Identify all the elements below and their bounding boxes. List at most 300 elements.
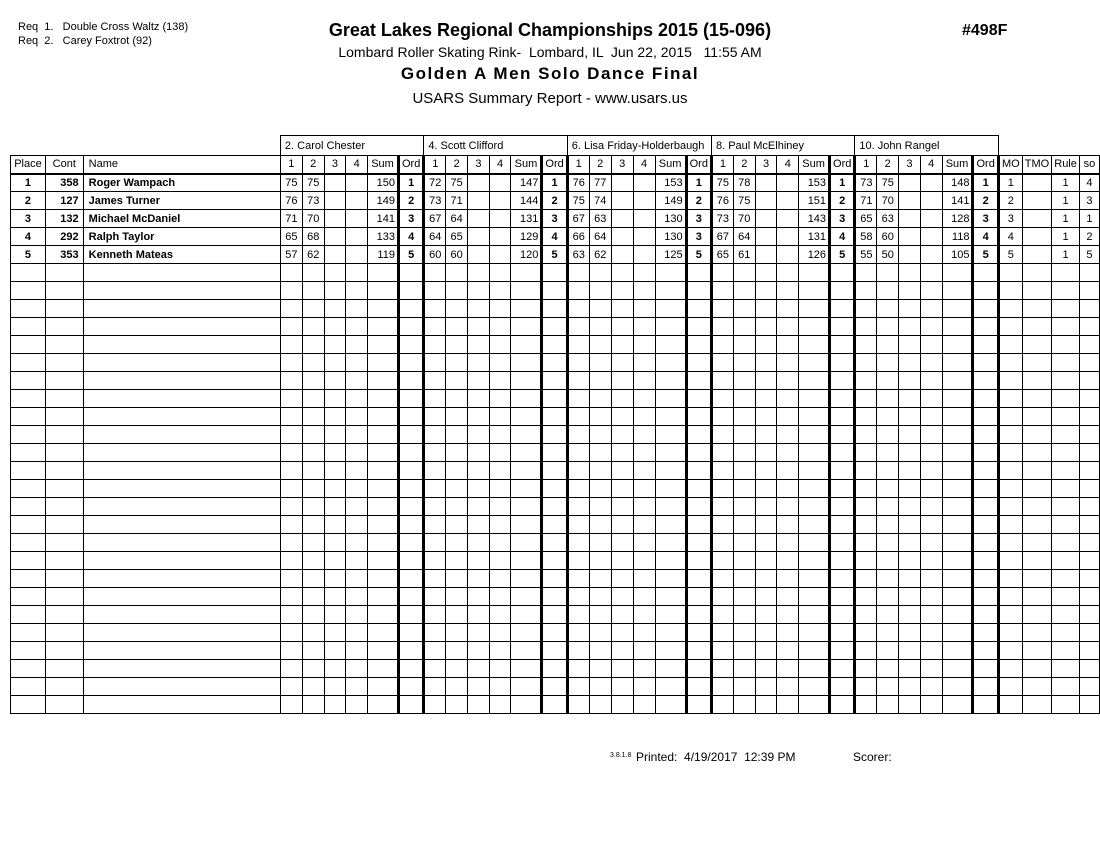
empty-score-cell xyxy=(468,282,490,300)
empty-score-cell xyxy=(711,282,733,300)
empty-score-cell xyxy=(446,264,468,282)
judge1-score1-cell: 75 xyxy=(280,174,302,192)
empty-score-cell xyxy=(973,282,998,300)
report-type-line: USARS Summary Report - www.usars.us xyxy=(412,90,688,107)
empty-score-cell xyxy=(446,336,468,354)
empty-score-cell xyxy=(542,660,567,678)
empty-score-cell xyxy=(511,678,542,696)
empty-right-cell xyxy=(998,264,1022,282)
empty-score-cell xyxy=(920,498,942,516)
empty-score-cell xyxy=(777,480,799,498)
report-number: #498F xyxy=(962,22,1008,39)
empty-score-cell xyxy=(755,354,777,372)
empty-score-cell xyxy=(398,606,423,624)
empty-row xyxy=(11,516,1100,534)
judge5-score3-cell xyxy=(899,192,921,210)
empty-place-cell xyxy=(11,696,46,714)
empty-score-cell xyxy=(424,318,446,336)
empty-score-cell xyxy=(920,588,942,606)
empty-right-cell xyxy=(998,642,1022,660)
empty-score-cell xyxy=(799,462,830,480)
empty-score-cell xyxy=(655,372,686,390)
empty-score-cell xyxy=(398,426,423,444)
empty-score-cell xyxy=(468,408,490,426)
empty-score-cell xyxy=(446,390,468,408)
table-row-skater-2 xyxy=(11,192,1100,210)
empty-score-cell xyxy=(755,552,777,570)
empty-score-cell xyxy=(511,264,542,282)
empty-score-cell xyxy=(755,678,777,696)
empty-score-cell xyxy=(368,300,399,318)
empty-score-cell xyxy=(424,552,446,570)
empty-score-cell xyxy=(686,624,711,642)
empty-row xyxy=(11,588,1100,606)
empty-score-cell xyxy=(942,678,973,696)
empty-score-cell xyxy=(446,696,468,714)
empty-right-cell xyxy=(1022,426,1051,444)
printed-value: 4/19/2017 12:39 PM xyxy=(684,750,796,764)
empty-score-cell xyxy=(398,570,423,588)
empty-row xyxy=(11,336,1100,354)
empty-score-cell xyxy=(489,426,511,444)
empty-score-cell xyxy=(368,336,399,354)
empty-name-cell xyxy=(83,336,280,354)
empty-right-cell xyxy=(1052,300,1080,318)
judge1-score4-cell xyxy=(346,228,368,246)
empty-cont-cell xyxy=(45,336,83,354)
judge-name-4: 8. Paul McElhiney xyxy=(711,136,854,156)
empty-score-cell xyxy=(302,408,324,426)
empty-score-cell xyxy=(324,462,346,480)
empty-score-cell xyxy=(686,372,711,390)
judge3-ordinal-cell: 5 xyxy=(686,246,711,264)
empty-score-cell xyxy=(302,354,324,372)
empty-score-cell xyxy=(877,660,899,678)
empty-score-cell xyxy=(973,336,998,354)
judge1-score1-cell: 71 xyxy=(280,210,302,228)
rule-cell: 1 xyxy=(1052,174,1080,192)
empty-score-cell xyxy=(589,318,611,336)
empty-score-cell xyxy=(830,570,855,588)
empty-score-cell xyxy=(755,372,777,390)
judge3-ordinal-cell: 2 xyxy=(686,192,711,210)
empty-score-cell xyxy=(920,300,942,318)
empty-score-cell xyxy=(368,480,399,498)
empty-score-cell xyxy=(777,426,799,444)
judge-name-1: 2. Carol Chester xyxy=(280,136,423,156)
empty-score-cell xyxy=(942,372,973,390)
judge2-score2-cell: 64 xyxy=(446,210,468,228)
empty-score-cell xyxy=(567,372,589,390)
empty-score-cell xyxy=(346,282,368,300)
empty-score-cell xyxy=(280,480,302,498)
judge5-ordinal-cell: 1 xyxy=(973,174,998,192)
judge5-sum-cell: 148 xyxy=(942,174,973,192)
judge4-ordinal-cell: 1 xyxy=(830,174,855,192)
header-judge2-1: 1 xyxy=(424,156,446,174)
empty-score-cell xyxy=(855,498,877,516)
empty-score-cell xyxy=(489,678,511,696)
empty-right-cell xyxy=(998,282,1022,300)
empty-score-cell xyxy=(942,264,973,282)
table-row-skater-5 xyxy=(11,246,1100,264)
empty-score-cell xyxy=(830,516,855,534)
empty-score-cell xyxy=(655,516,686,534)
empty-score-cell xyxy=(855,444,877,462)
empty-right-cell xyxy=(1079,354,1099,372)
header-judge4-4: 4 xyxy=(777,156,799,174)
empty-score-cell xyxy=(633,570,655,588)
empty-score-cell xyxy=(830,606,855,624)
empty-name-cell xyxy=(83,696,280,714)
empty-score-cell xyxy=(711,444,733,462)
empty-score-cell xyxy=(280,300,302,318)
empty-right-cell xyxy=(1079,642,1099,660)
empty-score-cell xyxy=(489,300,511,318)
rule-cell: 1 xyxy=(1052,246,1080,264)
judge1-score1-cell: 65 xyxy=(280,228,302,246)
empty-score-cell xyxy=(468,426,490,444)
empty-score-cell xyxy=(920,642,942,660)
judge4-sum-cell: 143 xyxy=(799,210,830,228)
empty-right-cell xyxy=(998,624,1022,642)
judge2-score2-cell: 75 xyxy=(446,174,468,192)
judge4-score4-cell xyxy=(777,228,799,246)
empty-score-cell xyxy=(398,390,423,408)
empty-score-cell xyxy=(733,462,755,480)
empty-row xyxy=(11,624,1100,642)
empty-score-cell xyxy=(855,282,877,300)
tmo-cell xyxy=(1022,228,1051,246)
empty-score-cell xyxy=(346,678,368,696)
rule-cell: 1 xyxy=(1052,210,1080,228)
empty-score-cell xyxy=(511,318,542,336)
skater-name-cell: Roger Wampach xyxy=(83,174,280,192)
empty-score-cell xyxy=(733,516,755,534)
empty-score-cell xyxy=(973,354,998,372)
empty-score-cell xyxy=(633,552,655,570)
empty-score-cell xyxy=(655,408,686,426)
empty-score-cell xyxy=(511,372,542,390)
empty-score-cell xyxy=(733,534,755,552)
header-name: Name xyxy=(83,156,280,174)
judge3-score4-cell xyxy=(633,210,655,228)
empty-score-cell xyxy=(877,516,899,534)
empty-score-cell xyxy=(511,300,542,318)
empty-score-cell xyxy=(302,390,324,408)
empty-score-cell xyxy=(446,426,468,444)
empty-score-cell xyxy=(942,318,973,336)
empty-score-cell xyxy=(755,660,777,678)
so-cell: 1 xyxy=(1079,210,1099,228)
judge4-sum-cell: 153 xyxy=(799,174,830,192)
header-judge5-4: 4 xyxy=(920,156,942,174)
judge2-ordinal-cell: 5 xyxy=(542,246,567,264)
judge3-sum-cell: 130 xyxy=(655,210,686,228)
empty-score-cell xyxy=(567,570,589,588)
judge3-score2-cell: 77 xyxy=(589,174,611,192)
empty-score-cell xyxy=(398,462,423,480)
empty-row xyxy=(11,444,1100,462)
empty-score-cell xyxy=(424,660,446,678)
header-judge2-ord: Ord xyxy=(542,156,567,174)
empty-score-cell xyxy=(489,498,511,516)
judge5-score1-cell: 58 xyxy=(855,228,877,246)
empty-score-cell xyxy=(611,282,633,300)
header-judge1-sum: Sum xyxy=(368,156,399,174)
empty-name-cell xyxy=(83,354,280,372)
empty-row xyxy=(11,498,1100,516)
empty-score-cell xyxy=(777,444,799,462)
empty-score-cell xyxy=(830,426,855,444)
empty-score-cell xyxy=(830,408,855,426)
empty-score-cell xyxy=(973,444,998,462)
empty-name-cell xyxy=(83,264,280,282)
empty-score-cell xyxy=(633,678,655,696)
empty-right-cell xyxy=(1079,336,1099,354)
empty-score-cell xyxy=(468,354,490,372)
empty-score-cell xyxy=(899,390,921,408)
empty-score-cell xyxy=(877,588,899,606)
empty-score-cell xyxy=(799,444,830,462)
empty-score-cell xyxy=(398,498,423,516)
empty-score-cell xyxy=(468,606,490,624)
empty-score-cell xyxy=(511,642,542,660)
empty-score-cell xyxy=(489,624,511,642)
empty-score-cell xyxy=(446,462,468,480)
judge4-score1-cell: 75 xyxy=(711,174,733,192)
place-cell: 1 xyxy=(11,174,46,192)
empty-score-cell xyxy=(324,660,346,678)
empty-score-cell xyxy=(899,588,921,606)
empty-name-cell xyxy=(83,606,280,624)
empty-score-cell xyxy=(830,444,855,462)
header-judge5-sum: Sum xyxy=(942,156,973,174)
empty-score-cell xyxy=(468,336,490,354)
judge4-score3-cell xyxy=(755,174,777,192)
empty-score-cell xyxy=(711,426,733,444)
empty-score-cell xyxy=(542,318,567,336)
skater-name-cell: Michael McDaniel xyxy=(83,210,280,228)
empty-score-cell xyxy=(633,606,655,624)
empty-score-cell xyxy=(567,408,589,426)
empty-right-cell xyxy=(1022,606,1051,624)
empty-score-cell xyxy=(942,552,973,570)
empty-score-cell xyxy=(302,570,324,588)
empty-score-cell xyxy=(711,552,733,570)
empty-right-cell xyxy=(1079,516,1099,534)
empty-score-cell xyxy=(733,660,755,678)
empty-score-cell xyxy=(973,264,998,282)
empty-place-cell xyxy=(11,678,46,696)
empty-score-cell xyxy=(424,588,446,606)
judge2-score4-cell xyxy=(489,174,511,192)
empty-name-cell xyxy=(83,372,280,390)
empty-score-cell xyxy=(511,660,542,678)
empty-score-cell xyxy=(589,282,611,300)
empty-score-cell xyxy=(542,390,567,408)
empty-score-cell xyxy=(424,624,446,642)
empty-score-cell xyxy=(830,318,855,336)
empty-right-cell xyxy=(1079,696,1099,714)
empty-score-cell xyxy=(777,498,799,516)
judge5-score3-cell xyxy=(899,210,921,228)
empty-score-cell xyxy=(855,264,877,282)
empty-score-cell xyxy=(589,606,611,624)
empty-score-cell xyxy=(686,570,711,588)
empty-name-cell xyxy=(83,516,280,534)
empty-score-cell xyxy=(468,678,490,696)
judge5-ordinal-cell: 3 xyxy=(973,210,998,228)
empty-score-cell xyxy=(302,642,324,660)
empty-score-cell xyxy=(733,390,755,408)
empty-score-cell xyxy=(830,282,855,300)
empty-score-cell xyxy=(899,624,921,642)
empty-score-cell xyxy=(542,552,567,570)
judge3-score1-cell: 75 xyxy=(567,192,589,210)
header-judge4-1: 1 xyxy=(711,156,733,174)
judge4-sum-cell: 126 xyxy=(799,246,830,264)
empty-score-cell xyxy=(424,408,446,426)
empty-score-cell xyxy=(302,552,324,570)
empty-place-cell xyxy=(11,588,46,606)
judge-name-2: 4. Scott Clifford xyxy=(424,136,567,156)
empty-score-cell xyxy=(633,282,655,300)
empty-score-cell xyxy=(324,516,346,534)
empty-score-cell xyxy=(686,588,711,606)
judge3-score2-cell: 74 xyxy=(589,192,611,210)
judge2-score1-cell: 73 xyxy=(424,192,446,210)
empty-score-cell xyxy=(920,354,942,372)
empty-score-cell xyxy=(468,534,490,552)
empty-right-cell xyxy=(1079,462,1099,480)
empty-right-cell xyxy=(1022,588,1051,606)
empty-score-cell xyxy=(424,642,446,660)
empty-score-cell xyxy=(942,354,973,372)
empty-place-cell xyxy=(11,372,46,390)
empty-score-cell xyxy=(398,372,423,390)
empty-score-cell xyxy=(611,264,633,282)
judge3-ordinal-cell: 3 xyxy=(686,228,711,246)
empty-score-cell xyxy=(942,390,973,408)
empty-place-cell xyxy=(11,426,46,444)
empty-score-cell xyxy=(489,606,511,624)
empty-score-cell xyxy=(655,354,686,372)
empty-right-cell xyxy=(1022,642,1051,660)
empty-row xyxy=(11,480,1100,498)
empty-score-cell xyxy=(920,624,942,642)
judge5-score1-cell: 73 xyxy=(855,174,877,192)
empty-score-cell xyxy=(446,354,468,372)
judge5-ordinal-cell: 4 xyxy=(973,228,998,246)
empty-right-cell xyxy=(1079,408,1099,426)
empty-score-cell xyxy=(799,426,830,444)
judge1-ordinal-cell: 4 xyxy=(398,228,423,246)
empty-cont-cell xyxy=(45,300,83,318)
empty-score-cell xyxy=(302,336,324,354)
empty-score-cell xyxy=(877,480,899,498)
empty-score-cell xyxy=(686,462,711,480)
empty-score-cell xyxy=(877,498,899,516)
empty-cont-cell xyxy=(45,534,83,552)
empty-score-cell xyxy=(368,570,399,588)
empty-score-cell xyxy=(611,570,633,588)
empty-score-cell xyxy=(511,570,542,588)
empty-score-cell xyxy=(542,588,567,606)
empty-score-cell xyxy=(899,696,921,714)
empty-score-cell xyxy=(542,534,567,552)
empty-score-cell xyxy=(777,462,799,480)
rule-cell: 1 xyxy=(1052,192,1080,210)
judge4-score3-cell xyxy=(755,228,777,246)
empty-score-cell xyxy=(973,498,998,516)
judge2-ordinal-cell: 1 xyxy=(542,174,567,192)
empty-score-cell xyxy=(686,534,711,552)
empty-place-cell xyxy=(11,390,46,408)
empty-score-cell xyxy=(655,678,686,696)
empty-right-cell xyxy=(998,588,1022,606)
empty-score-cell xyxy=(733,480,755,498)
empty-right-cell xyxy=(998,444,1022,462)
empty-score-cell xyxy=(799,480,830,498)
header-judge2-sum: Sum xyxy=(511,156,542,174)
empty-score-cell xyxy=(589,462,611,480)
empty-cont-cell xyxy=(45,606,83,624)
empty-score-cell xyxy=(489,570,511,588)
empty-score-cell xyxy=(368,534,399,552)
empty-score-cell xyxy=(799,372,830,390)
empty-score-cell xyxy=(346,696,368,714)
empty-score-cell xyxy=(855,552,877,570)
empty-row xyxy=(11,390,1100,408)
empty-score-cell xyxy=(302,498,324,516)
empty-score-cell xyxy=(489,318,511,336)
empty-score-cell xyxy=(324,300,346,318)
empty-score-cell xyxy=(799,642,830,660)
empty-score-cell xyxy=(755,336,777,354)
empty-score-cell xyxy=(899,534,921,552)
empty-score-cell xyxy=(368,516,399,534)
empty-score-cell xyxy=(855,516,877,534)
empty-score-cell xyxy=(346,498,368,516)
empty-right-cell xyxy=(998,516,1022,534)
empty-score-cell xyxy=(899,372,921,390)
empty-score-cell xyxy=(686,444,711,462)
empty-cont-cell xyxy=(45,444,83,462)
empty-right-cell xyxy=(1079,678,1099,696)
judge5-score4-cell xyxy=(920,246,942,264)
empty-score-cell xyxy=(830,660,855,678)
empty-score-cell xyxy=(711,318,733,336)
empty-score-cell xyxy=(398,336,423,354)
empty-score-cell xyxy=(542,480,567,498)
empty-right-cell xyxy=(998,354,1022,372)
empty-score-cell xyxy=(855,426,877,444)
judge3-score1-cell: 76 xyxy=(567,174,589,192)
empty-score-cell xyxy=(942,408,973,426)
empty-score-cell xyxy=(567,390,589,408)
empty-score-cell xyxy=(398,282,423,300)
majority-ordinal-cell: 2 xyxy=(998,192,1022,210)
header-judge2-4: 4 xyxy=(489,156,511,174)
empty-name-cell xyxy=(83,534,280,552)
empty-score-cell xyxy=(346,444,368,462)
empty-score-cell xyxy=(280,318,302,336)
rule-cell: 1 xyxy=(1052,228,1080,246)
judge1-score3-cell xyxy=(324,228,346,246)
empty-right-cell xyxy=(998,606,1022,624)
empty-score-cell xyxy=(899,444,921,462)
